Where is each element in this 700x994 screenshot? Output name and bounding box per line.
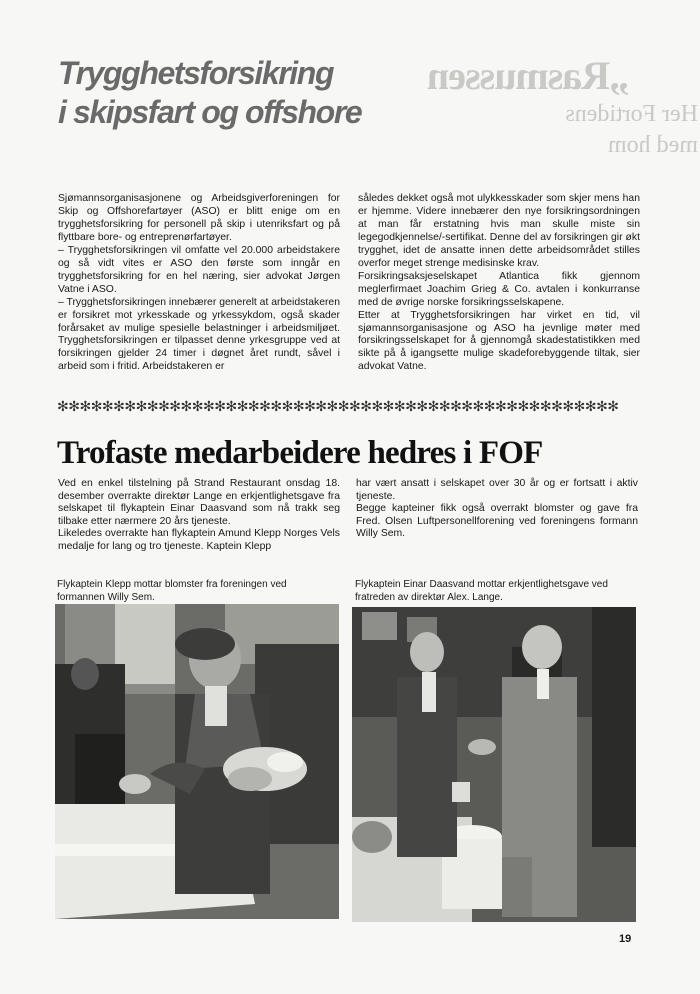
article1-column-left (58, 193, 340, 374)
show-through-line: Her Fortidens (565, 101, 698, 127)
title-line-1: Trygghetsforsikring (58, 55, 334, 91)
paragraph: Ved en enkel tilstelning på Strand Restaurant onsdag 18. desember overrakte direktør Lange en erkjentlighetsgave fra selskapet til flykaptein Einar Daasvand som nå trakk seg tilbake etter nærmere 20 års tjeneste. (58, 478, 340, 527)
page-number: 19 (619, 933, 632, 945)
photo-daasvand-handshake (352, 607, 636, 922)
paragraph: Etter at Trygghetsforsikringen har virket en tid, vil sjømannsorganisasjone og ASO ha jevnlige møter med forsikringsselskapet for å gjennomgå skadestatistikken med sikte på å igangsette mulige skadeforebyggende tiltak, sier advokat Vatne. (358, 309, 640, 373)
article1-column-right (358, 193, 640, 374)
paragraph: Begge kapteiner fikk også overrakt blomster og gave fra Fred. Olsen Luftpersonellforening ved foreningens formann Willy Sem. (356, 503, 638, 540)
paragraph: har vært ansatt i selskapet over 30 år og er fortsatt i aktiv tjeneste. (356, 478, 638, 502)
show-through-line: „Rasmussen (428, 53, 630, 98)
article-title-trygghetsforsikring (58, 54, 361, 132)
article2-column-left (58, 478, 340, 554)
paragraph: Sjømannsorganisasjonene og Arbeidsgiverforeningen for Skip og Offshorefartøyer (ASO) er blitt enige om en trygghetsforsikring for personell på skip i utenriksfart og på flyttbare bore- og entreprenørfartøyer. (58, 193, 340, 243)
paragraph: – Trygghetsforsikringen innebærer generelt at arbeidstakeren er forsikret mot yrkesskade og yrkessykdom, også skader forårsaket av mulige spesielle belastninger i arbeidsmiljøet. Trygghetsforsikringen er tilpasset denne yrkesgruppe ved at forsikringen gjelder 24 timer i døgnet året rundt, såvel i arbeid som i fritid. Arbeidstakeren er (58, 296, 340, 373)
paragraph: således dekket også mot ulykkesskader som skjer mens han er hjemme. Videre innebærer den nye forsikringsordningen at man får erstatning hvis man skulle miste sin legegodkjennelse/-sertifikat. Denne del av forsikringen gir økt trygghet, idet de ansatte innen dette arbeidsområdet stilles overfor meget strenge medisinske krav. (358, 193, 640, 269)
article-title-trofaste-medarbeidere: Trofaste medarbeidere hedres i FOF (57, 435, 543, 471)
paragraph: – Trygghetsforsikringen vil omfatte vel 20.000 arbeidstakere og så vidt vites er ASO den første som inngår en trygghetsforsikring for en hel næring, sier advokat Jørgen Vatne i ASO. (58, 244, 340, 295)
paragraph: Likeledes overrakte han flykaptein Amund Klepp Norges Vels medalje for lang og tro tjeneste. Kaptein Klepp (58, 528, 340, 552)
photo-caption-klepp: Flykaptein Klepp mottar blomster fra foreningen ved formannen Willy Sem. (57, 579, 287, 603)
title-line-2: i skipsfart og offshore (58, 94, 362, 130)
show-through-text (428, 52, 698, 159)
ornamental-divider: ✻✻✻✻✻✻✻✻✻✻✻✻✻✻✻✻✻✻✻✻✻✻✻✻✻✻✻✻✻✻✻✻✻✻✻✻✻✻✻✻✻✻✻✻✻✻✻✻✻✻ (57, 398, 619, 414)
paragraph: Forsikringsaksjeselskapet Atlantica fikk gjennom meglerfirmaet Joachim Grieg & Co. avtalen i konkurranse med de øvrige norske forsikringsselskapene. (358, 270, 640, 308)
show-through-line: med hom (608, 132, 698, 158)
photo-klepp-flowers (55, 604, 339, 919)
article2-column-right (356, 478, 638, 541)
photo-caption-daasvand: Flykaptein Einar Daasvand mottar erkjentlighetsgave ved fratreden av direktør Alex. Lange. (355, 579, 608, 603)
